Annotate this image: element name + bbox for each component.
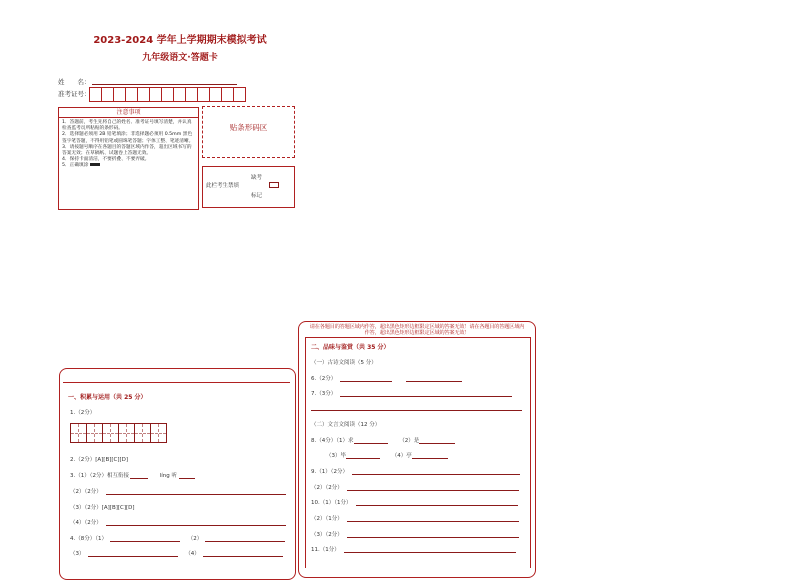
question-4-3: （3） xyxy=(70,551,85,557)
question-2[interactable]: 2.（2分）[A][B][C][D] xyxy=(70,457,129,463)
answer-line[interactable] xyxy=(340,391,512,397)
answer-line[interactable] xyxy=(412,453,448,459)
question-1: 1.（2分） xyxy=(70,410,96,416)
name-label: 姓 名： xyxy=(58,78,91,86)
id-label: 准考证号： xyxy=(58,90,91,98)
answer-line[interactable] xyxy=(352,469,520,475)
section-heading: 一、积累与运用（共 25 分） xyxy=(68,394,147,401)
notice-item: 5．正确填涂 xyxy=(62,163,89,169)
question-11: 11.（1分） xyxy=(311,547,340,553)
id-number-boxes[interactable] xyxy=(90,87,246,102)
answer-line[interactable] xyxy=(347,516,519,522)
question-8-3: （3）毕 xyxy=(326,453,346,459)
question-7: 7.（3分） xyxy=(311,391,337,397)
question-9-2: （2）（2分） xyxy=(311,485,343,491)
question-3-2: （2）（2分） xyxy=(70,489,102,495)
answer-line[interactable] xyxy=(179,473,195,479)
notice-item: 1．答题前，考生先将自己的姓名、准考证号填写清楚，并认真检查监考员所粘贴的条形码。 xyxy=(62,120,192,132)
answer-line[interactable] xyxy=(354,438,388,444)
barcode-area xyxy=(202,106,295,158)
answer-line[interactable] xyxy=(130,473,148,479)
answer-line[interactable] xyxy=(346,453,380,459)
notice-item: 4．保持卡面清洁，不要折叠、不要弄破。 xyxy=(62,157,150,163)
notice-box xyxy=(58,107,199,210)
question-8-1: 8.（4分）（1）求 xyxy=(311,438,354,444)
absent-mark-box xyxy=(202,166,295,208)
absent-checkbox[interactable] xyxy=(269,182,279,188)
question-8-4: （4）亭 xyxy=(391,453,412,459)
answer-line[interactable] xyxy=(205,536,285,542)
question-4-2: （2） xyxy=(187,536,203,542)
answer-line[interactable] xyxy=(106,489,286,495)
answer-line[interactable] xyxy=(311,410,522,411)
subsection-heading: （一）古诗文阅读（5 分） xyxy=(311,360,377,366)
question-10-3: （3）（2分） xyxy=(311,532,343,538)
answer-line[interactable] xyxy=(347,485,519,491)
question-4-4: （4） xyxy=(185,551,200,557)
question-9-1: 9.（1）（2分） xyxy=(311,469,348,475)
question-3-3[interactable]: （3）（2分）[A][B][C][D] xyxy=(70,505,135,511)
question-3-4: （4）（2分） xyxy=(70,520,102,526)
answer-line[interactable] xyxy=(106,520,286,526)
answer-line[interactable] xyxy=(110,536,180,542)
boundary-warning: 请在各题目的答题区域内作答，超出黑色矩形边框限定区域的答案无效！请在各题目的答题区域内作答，超出黑色矩形边框限定区域的答案无效！ xyxy=(309,324,525,336)
answer-sheet-subtitle: 九年级语文·答题卡 xyxy=(142,53,218,63)
divider xyxy=(63,382,290,383)
answer-line[interactable] xyxy=(203,551,283,557)
absent-forbidden-label: 此栏考生禁填 xyxy=(206,183,240,189)
answer-line[interactable] xyxy=(344,547,516,553)
answer-line[interactable] xyxy=(340,376,392,382)
writing-grid[interactable] xyxy=(70,423,167,443)
answer-line[interactable] xyxy=(347,532,519,538)
answer-line[interactable] xyxy=(88,551,178,557)
answer-line[interactable] xyxy=(356,500,518,506)
answer-line[interactable] xyxy=(406,376,462,382)
barcode-label: 贴条形码区 xyxy=(229,123,268,132)
name-field[interactable] xyxy=(92,84,237,85)
section-heading: 二、品味与鉴赏（共 35 分） xyxy=(311,344,390,351)
question-6: 6.（2分） xyxy=(311,376,337,382)
question-8-2: （2）是 xyxy=(399,438,420,444)
question-4-1: 4.（8分）（1） xyxy=(70,536,107,542)
notice-heading: 注意事项 xyxy=(59,108,198,118)
filled-mark-example-icon xyxy=(90,163,100,166)
answer-line[interactable] xyxy=(419,438,455,444)
question-10-2: （2）（1分） xyxy=(311,516,343,522)
notice-item: 2．选择题必须用 2B 铅笔填涂；非选择题必须用 0.5mm 黑色签字笔答题，不得用铅笔或圆珠笔答题；字体工整、笔迹清晰。 xyxy=(62,132,194,144)
absent-label-top: 缺考 xyxy=(251,175,263,181)
notice-item: 3．请按题号顺序在各题目的答题区域内作答，超出区域书写的答案无效；在草稿纸、试题卷上答题无效。 xyxy=(62,144,192,157)
subsection-heading: （二）文言文阅读（12 分） xyxy=(311,422,381,428)
exam-title: 2023-2024 学年上学期期末模拟考试 xyxy=(93,35,267,46)
question-3-1: 3.（1）（2分）相互衔接 xyxy=(70,473,129,479)
absent-label-bottom: 标记 xyxy=(251,193,263,199)
pinyin-prompt: líng 听 xyxy=(159,473,178,479)
question-10-1: 10.（1）（1分） xyxy=(311,500,352,506)
